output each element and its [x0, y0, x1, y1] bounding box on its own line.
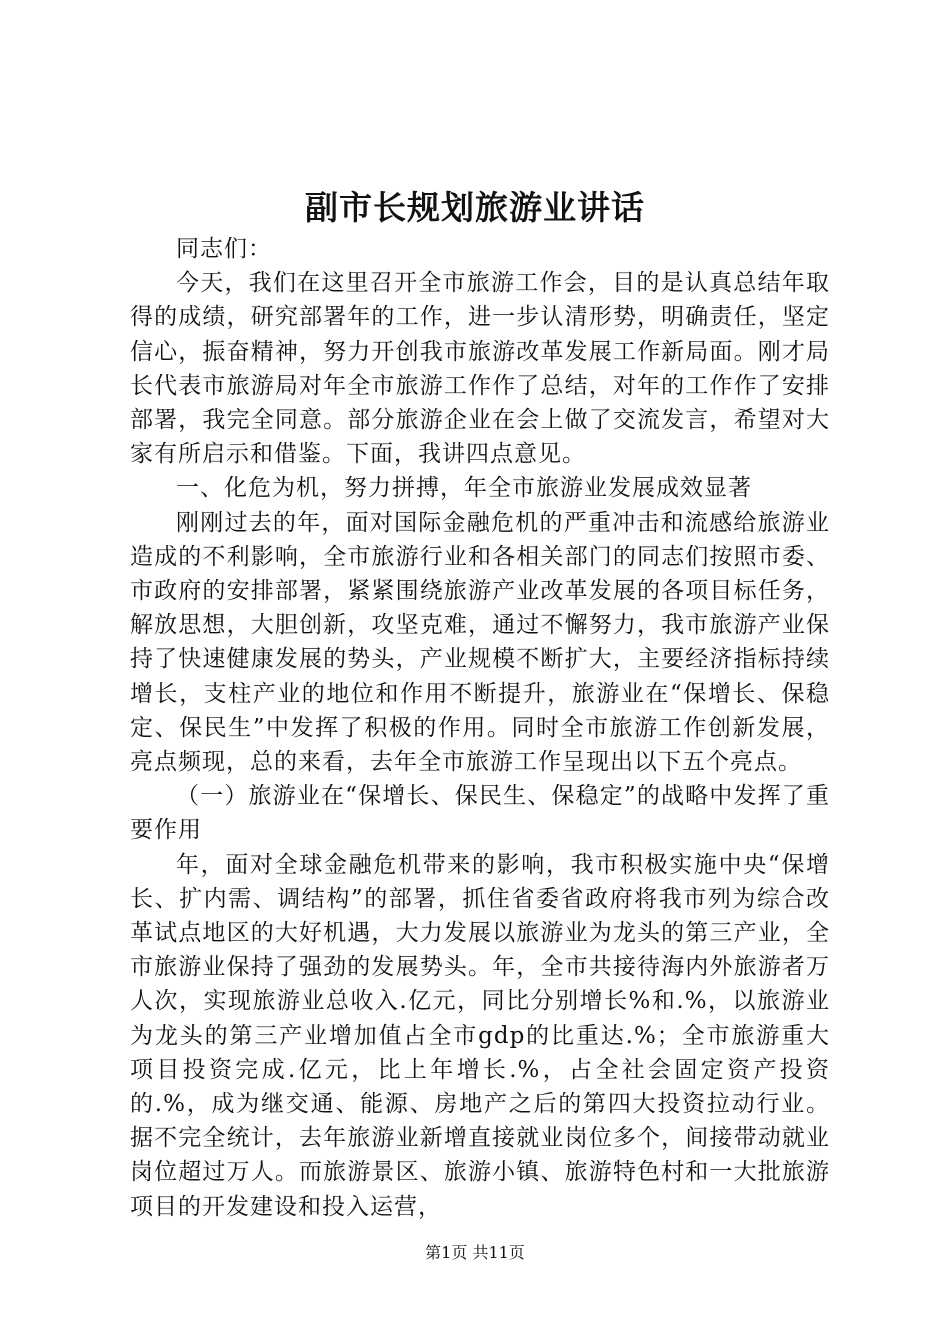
page-number: 第1页 共11页 — [425, 1243, 525, 1262]
document-title: 副市长规划旅游业讲话 — [305, 188, 645, 227]
document-body — [130, 232, 830, 1224]
subsection-heading: （一）旅游业在“保增长、保民生、保稳定”的战略中发挥了重要作用 — [130, 783, 830, 844]
body-paragraph: 今天，我们在这里召开全市旅游工作会，目的是认真总结年取得的成绩，研究部署年的工作，进一步认清形势，明确责任，坚定信心，振奋精神，努力开创我市旅游改革发展工作新局面。刚才局长代表市旅游局对年全市旅游工作作了总结，对年的工作作了安排部署，我完全同意。部分旅游企业在会上做了交流发言，希望对大家有所启示和借鉴。下面，我讲四点意见。 — [130, 270, 830, 468]
salutation-paragraph: 同志们： — [176, 236, 272, 262]
body-paragraph: 年，面对全球金融危机带来的影响，我市积极实施中央“保增长、扩内需、调结构”的部署，抓住省委省政府将我市列为综合改革试点地区的大好机遇，大力发展以旅游业为龙头的第三产业，全市旅游业保持了强劲的发展势头。年，全市共接待海内外旅游者万人次，实现旅游业总收入.亿元，同比分别增长%和.%，以旅游业为龙头的第三产业增加值占全市gdp的比重达.%；全市旅游重大项目投资完成.亿元，比上年增长.%，占全社会固定资产投资的.%，成为继交通、能源、房地产之后的第四大投资拉动行业。据不完全统计，去年旅游业新增直接就业岗位多个，间接带动就业岗位超过万人。而旅游景区、旅游小镇、旅游特色村和一大批旅游项目的开发建设和投入运营， — [130, 851, 830, 1220]
section-heading: 一、化危为机，努力拼搏，年全市旅游业发展成效显著 — [176, 475, 752, 502]
body-paragraph: 刚刚过去的年，面对国际金融危机的严重冲击和流感给旅游业造成的不利影响，全市旅游行业和各相关部门的同志们按照市委、市政府的安排部署，紧紧围绕旅游产业改革发展的各项目标任务，解放思想，大胆创新，攻坚克难，通过不懈努力，我市旅游产业保持了快速健康发展的势头，产业规模不断扩大，主要经济指标持续增长，支柱产业的地位和作用不断提升，旅游业在“保增长、保稳定、保民生”中发挥了积极的作用。同时全市旅游工作创新发展，亮点频现，总的来看，去年全市旅游工作呈现出以下五个亮点。 — [130, 509, 830, 776]
